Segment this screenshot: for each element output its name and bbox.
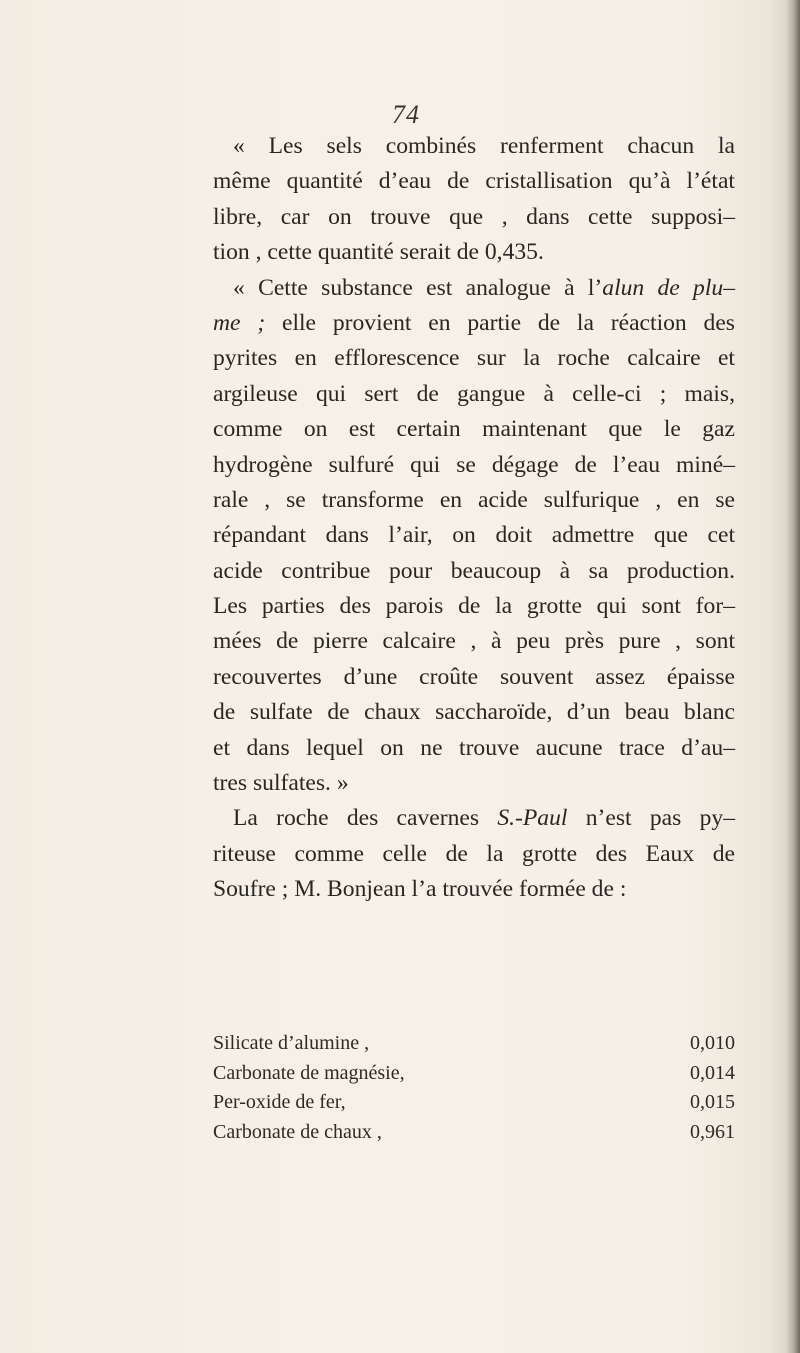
component-name: Carbonate de chaux ,: [213, 1120, 382, 1143]
text-run: « Cette substance est analogue à l’: [233, 274, 603, 301]
text-line: [213, 624, 735, 659]
table-row: [213, 1118, 735, 1148]
text-line: [213, 801, 735, 836]
text-line: [213, 341, 735, 376]
text-run: acide contribue pour beaucoup à sa production.: [213, 557, 735, 584]
text-run: mées de pierre calcaire , à peu près pure , sont: [213, 628, 735, 655]
text-run: rale , se transforme en acide sulfurique , en se: [213, 486, 735, 513]
text-line: [213, 731, 735, 766]
text-line: [213, 518, 735, 553]
text-line: [213, 483, 735, 518]
component-value: 0,961: [690, 1120, 735, 1143]
component-value: 0,015: [690, 1091, 735, 1113]
italic-text: S.-Paul: [497, 805, 568, 832]
text-line: [213, 589, 735, 624]
component-name: Carbonate de magnésie,: [213, 1061, 405, 1084]
text-run: pyrites en efflorescence sur la roche calcaire et: [213, 345, 735, 372]
page-edge-shadow: [786, 0, 800, 1353]
text-run: n’est pas py–: [567, 805, 735, 832]
text-run: Les parties des parois de la grotte qui sont for–: [213, 593, 735, 620]
table-row: [213, 1029, 735, 1059]
text-run: de sulfate de chaux saccharoïde, d’un beau blanc: [213, 699, 735, 726]
body-text: [213, 129, 735, 908]
text-run: répandant dans l’air, on doit admettre que cet: [213, 522, 735, 549]
italic-text: alun de plu–: [602, 274, 735, 301]
text-run: même quantité d’eau de cristallisation qu’à l’état: [213, 168, 735, 195]
text-line: [213, 766, 735, 801]
table-row: [213, 1059, 735, 1089]
page-number: 74: [392, 100, 420, 129]
text-line: [213, 872, 735, 907]
text-line: [213, 837, 735, 872]
text-line: [213, 554, 735, 589]
text-run: recouvertes d’une croûte souvent assez épaisse: [213, 663, 735, 690]
text-run: La roche des cavernes: [233, 805, 498, 832]
component-name: Silicate d’alumine ,: [213, 1032, 370, 1054]
text-run: tion , cette quantité serait de 0,435.: [213, 239, 544, 266]
text-line: [213, 377, 735, 412]
text-line: [213, 660, 735, 695]
italic-text: me ;: [213, 309, 266, 336]
table-row: [213, 1088, 735, 1118]
text-run: libre, car on trouve que , dans cette supposi–: [213, 203, 735, 230]
text-line: [213, 164, 735, 199]
component-name: Per-oxide de fer,: [213, 1091, 346, 1113]
text-run: hydrogène sulfuré qui se dégage de l’eau miné–: [213, 451, 735, 478]
text-run: elle provient en partie de la réaction des: [265, 309, 735, 336]
component-value: 0,014: [690, 1061, 735, 1084]
text-line: [213, 200, 735, 235]
text-run: argileuse qui sert de gangue à celle-ci ; mais,: [213, 380, 735, 407]
text-line: [213, 129, 735, 164]
text-run: « Les sels combinés renferment chacun la: [233, 133, 735, 159]
text-line: [213, 271, 735, 306]
text-run: riteuse comme celle de la grotte des Eaux de: [213, 840, 735, 867]
text-line: [213, 235, 735, 270]
text-run: tres sulfates. »: [213, 770, 349, 797]
text-run: comme on est certain maintenant que le gaz: [213, 416, 735, 443]
text-line: [213, 695, 735, 730]
text-line: [213, 306, 735, 341]
text-line: [213, 448, 735, 483]
text-run: Soufre ; M. Bonjean l’a trouvée formée de :: [213, 876, 627, 903]
text-line: [213, 412, 735, 447]
text-run: et dans lequel on ne trouve aucune trace d’au–: [213, 734, 735, 761]
composition-table: [213, 1029, 735, 1147]
component-value: 0,010: [690, 1032, 735, 1054]
